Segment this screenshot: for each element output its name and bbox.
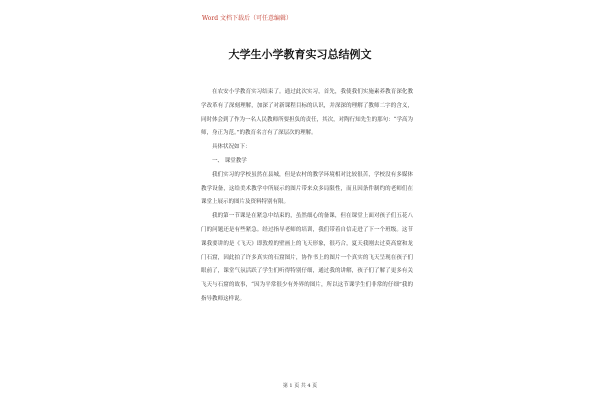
paragraph-first-lesson: 我的第一节课是在紧急中结束的，虽然细心的备课，但在课堂上面对孩子们五花八门的问题还是有些紧急。经过指导老师的培训，我们带着自信走进了下一个班级。这节课我要讲的是《飞天》即敦煌的壁画上的飞天形象，很巧合，夏天我刚去过莫高窟和龙门石窟，因此拍了许多真实的石窟图片，协作书上的图片一个真实的飞天呈现在孩子们眼前了，课堂气氛活跃了学生们听得特别仔细，通过我的讲解，孩子们了解了更多有关飞天与石窟的故事，“因为平常很少有外界的图片，所以这节课学生们非常的仔细”我的指导教师这样说。 bbox=[201, 213, 413, 302]
document-body bbox=[201, 86, 413, 307]
header-note: Word 文档下载后（可任意编辑） bbox=[202, 15, 292, 22]
paragraph-intro: 在农安小学教育实习结束了。通过此次实习，首先，我使我们实施素养教育深化教学改革有了深刻理解，加深了对新课程目标的认识，并深深的理解了教师二字的含义，同时体会到了作为一名人民教师所要担负的责任，其次，对陶行知先生的那句：“学高为师，身正为范。”的教育名言有了深层次的理解。 bbox=[201, 89, 413, 137]
paragraph-school-conditions: 我们实习的学校虽然在县城，但是农村的教学环境相对比较很苦，学校没有多媒体教学设备，这给美术教学中所展示的图片带来众多局限性，而且因条件制约的老师们在课堂上展示的图片及资料特别有限。 bbox=[201, 171, 413, 206]
document-title: 大学生小学教育实习总结例文 bbox=[228, 48, 372, 61]
section-heading-classroom: 一、 课堂教学 bbox=[212, 157, 247, 164]
paragraph-situation: 具体状况如下： bbox=[212, 144, 251, 151]
page-footer: 第 1 页 共 4 页 bbox=[282, 383, 318, 389]
